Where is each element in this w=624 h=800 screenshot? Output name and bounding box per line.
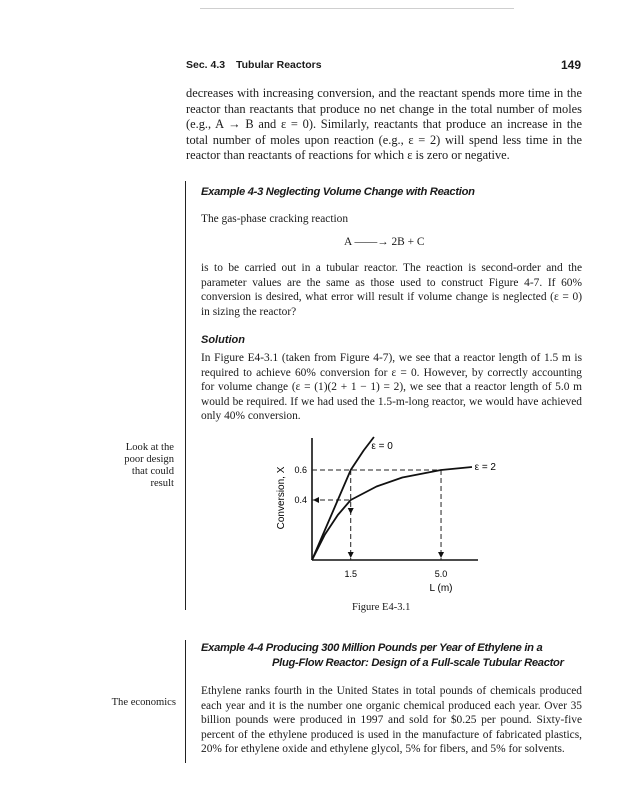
x-axis-label: L (m): [429, 583, 453, 594]
reaction-equation: A ——→ 2B + C: [344, 236, 425, 248]
y-axis-label: Conversion, X: [276, 466, 287, 530]
example-4-4-left-rule: [185, 640, 186, 763]
solution-label: Solution: [201, 334, 245, 346]
margin-note-economics: The economics: [111, 697, 176, 708]
y-tick-label-0: 0.6: [294, 465, 307, 475]
series-line-eps-2: [312, 467, 472, 560]
arrow-down-5-0: [438, 552, 444, 558]
figure-e4-3-1: [262, 436, 602, 596]
margin-note-poor-design: Look at the poor design that could result: [124, 442, 174, 489]
solution-text: In Figure E4-3.1 (taken from Figure 4-7), we see that a reactor length of 1.5 m is required to achieve 60% conversion for ε = 0. However, by correctly accounting for volume change (ε = (1)(2 + 1 − 1) = 2), we see that a reactor length of 5.0 m would be required. If we had used the 1.5-m-long reactor, we would have achieved only 40% conversion.: [201, 352, 582, 423]
running-title: Tubular Reactors: [236, 59, 322, 71]
page-top-rule: [200, 8, 514, 9]
page-number: 149: [561, 58, 582, 72]
y-tick-label-1: 0.4: [294, 495, 307, 505]
example-4-4-heading-line2: Plug-Flow Reactor: Design of a Full-scale Tubular Reactor: [272, 657, 564, 669]
example-4-3-heading: Example 4-3 Neglecting Volume Change with Reaction: [201, 186, 475, 198]
example-4-3-left-rule: [185, 181, 186, 610]
example-4-3-lead: The gas-phase cracking reaction: [201, 213, 349, 225]
arrow-down-mid: [348, 508, 354, 514]
annotation-eps-2: ε = 2: [474, 462, 497, 473]
annotation-eps-0: ε = 0: [371, 441, 393, 452]
example-4-4-heading-line1: Example 4-4 Producing 300 Million Pounds per Year of Ethylene in a: [201, 642, 543, 654]
arrow-down-1-5: [348, 552, 354, 558]
intro-paragraph: decreases with increasing conversion, and the reactant spends more time in the reactor than reactants that produce no net change in the total number of moles (e.g., A → B and ε = 0). Similarly, reactants that produce an increase in the total number of moles upon reaction (e.g., ε = 2) will spend less time in the reactor than reactants of reactions for which ε is zero or negative.: [186, 86, 582, 162]
example-4-3-problem: is to be carried out in a tubular reactor. The reaction is second-order and the parameter values are the same as those used to construct Figure 4-7. If 60% conversion is desired, what error will result if volume change is neglected (ε = 0) in sizing the reactor?: [201, 262, 582, 318]
section-number: Sec. 4.3: [186, 59, 226, 71]
x-tick-label-0: 1.5: [344, 569, 357, 579]
arrow-left-0-4: [313, 497, 319, 503]
x-tick-label-1: 5.0: [434, 569, 448, 579]
example-4-4-paragraph: Ethylene ranks fourth in the United States in total pounds of chemicals produced each year and it is the number one organic chemical produced each year. Over 35 billion pounds were produced in 1997 and sold for $0.25 per pound. Sixty-five percent of the ethylene produced is used in the manufacture of fabricated plastics, 20% for ethylene oxide and ethylene glycol, 5% for fibers, and 5% for solvents.: [201, 685, 582, 756]
figure-caption: Figure E4-3.1: [352, 602, 411, 613]
